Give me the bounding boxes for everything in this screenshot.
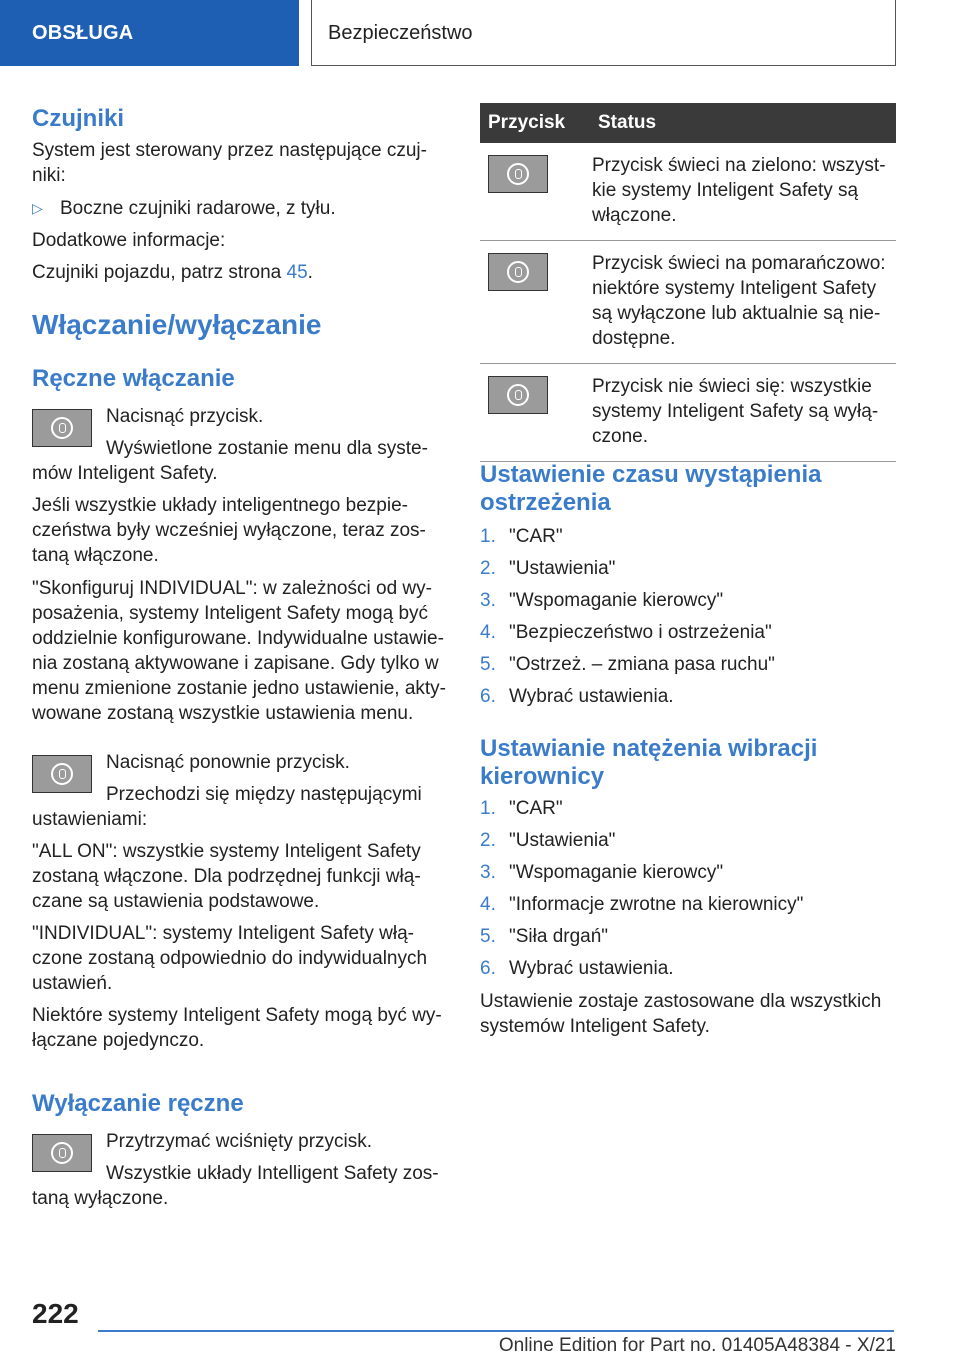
step-item bbox=[480, 857, 896, 889]
step-number: 3. bbox=[480, 590, 496, 611]
step-number: 6. bbox=[480, 686, 496, 707]
manual-on-step2a: Wyświetlone zostanie menu dla syste- bbox=[106, 438, 428, 459]
intelligent-safety-button-icon bbox=[488, 253, 548, 291]
triangle-right-icon: ▷ bbox=[32, 200, 43, 216]
status-cell: Przycisk nie świeci się: wszystkie systemy Inteligent Safety są wyłą- czone. bbox=[590, 364, 896, 462]
col-header-button: Przycisk bbox=[480, 103, 590, 143]
step-item bbox=[480, 921, 896, 953]
chapter-title: Bezpieczeństwo bbox=[311, 0, 896, 66]
again-step2a: Przechodzi się między następującymi bbox=[106, 784, 422, 805]
status-cell: Przycisk świeci na pomarańczowo: niektóre systemy Inteligent Safety są wyłączone lub aktualnie są nie- dostępne. bbox=[590, 241, 896, 364]
step-number: 1. bbox=[480, 526, 496, 547]
manual-on-step2b: mów Inteligent Safety. bbox=[32, 463, 218, 484]
ref-text: Czujniki pojazdu, patrz strona bbox=[32, 262, 287, 283]
intelligent-safety-button-icon bbox=[32, 409, 92, 447]
manual-on-heading: Ręczne włączanie bbox=[32, 365, 235, 392]
bullet-text: Boczne czujniki radarowe, z tyłu. bbox=[60, 198, 336, 219]
step-item bbox=[480, 617, 896, 649]
table-row bbox=[480, 364, 896, 462]
step-number: 5. bbox=[480, 926, 496, 947]
step-number: 4. bbox=[480, 622, 496, 643]
step-number: 3. bbox=[480, 862, 496, 883]
intelligent-safety-button-icon bbox=[488, 155, 548, 193]
sensors-bullet bbox=[32, 196, 460, 221]
step-text: "Wspomaganie kierowcy" bbox=[509, 862, 724, 883]
step-item bbox=[480, 953, 896, 985]
sensors-ref bbox=[32, 260, 313, 285]
ref-end: . bbox=[307, 262, 313, 283]
again-para5: Niektóre systemy Inteligent Safety mogą być wy- łączane pojedynczo. bbox=[32, 1005, 442, 1051]
onoff-heading: Włączanie/wyłączanie bbox=[32, 309, 322, 340]
status-table bbox=[480, 103, 896, 462]
step-text: "Bezpieczeństwo i ostrzeżenia" bbox=[509, 622, 772, 643]
step-text: "Informacje zwrotne na kierownicy" bbox=[509, 894, 804, 915]
section-tab: OBSŁUGA bbox=[0, 0, 299, 66]
step-text: "Wspomaganie kierowcy" bbox=[509, 590, 724, 611]
step-item bbox=[480, 793, 896, 825]
right-column bbox=[480, 103, 896, 1037]
page-link[interactable]: 45 bbox=[286, 262, 308, 283]
step-item bbox=[480, 825, 896, 857]
again-step2b: ustawieniami: bbox=[32, 809, 148, 830]
step-number: 2. bbox=[480, 558, 496, 579]
sensors-paragraph: System jest sterowany przez następujące czuj- niki: bbox=[32, 140, 427, 186]
step-text: "Siła drgań" bbox=[509, 926, 609, 947]
step-text: Wybrać ustawienia. bbox=[509, 686, 674, 707]
again-step1: Nacisnąć ponownie przycisk. bbox=[106, 752, 350, 773]
warning-time-steps bbox=[480, 521, 896, 713]
step-number: 6. bbox=[480, 958, 496, 979]
manual-on-step1: Nacisnąć przycisk. bbox=[106, 406, 264, 427]
step-item bbox=[480, 681, 896, 713]
step-number: 4. bbox=[480, 894, 496, 915]
col-header-status: Status bbox=[590, 103, 896, 143]
table-row bbox=[480, 143, 896, 241]
again-para4: "INDIVIDUAL": systemy Inteligent Safety włą- czone zostaną odpowiednio do indywidualnych ustawień. bbox=[32, 923, 428, 994]
step-number: 1. bbox=[480, 798, 496, 819]
step-item bbox=[480, 585, 896, 617]
manual-off-step1: Przytrzymać wciśnięty przycisk. bbox=[106, 1131, 373, 1152]
step-item bbox=[480, 553, 896, 585]
step-item bbox=[480, 649, 896, 681]
step-text: Wybrać ustawienia. bbox=[509, 958, 674, 979]
vibration-steps bbox=[480, 793, 896, 985]
status-cell: Przycisk świeci na zielono: wszyst- kie systemy Inteligent Safety są włączone. bbox=[590, 143, 896, 241]
closing-paragraph: Ustawienie zostaje zastosowane dla wszystkich systemów Inteligent Safety. bbox=[480, 991, 882, 1037]
manual-off-heading: Wyłączanie ręczne bbox=[32, 1090, 244, 1117]
step-item bbox=[480, 521, 896, 553]
sensors-more-info: Dodatkowe informacje: bbox=[32, 230, 226, 251]
manual-off-step2b: taną wyłączone. bbox=[32, 1188, 169, 1209]
footer-divider bbox=[98, 1330, 894, 1332]
intelligent-safety-button-icon bbox=[32, 755, 92, 793]
intelligent-safety-button-icon bbox=[488, 376, 548, 414]
step-item bbox=[480, 889, 896, 921]
sensors-heading: Czujniki bbox=[32, 105, 125, 132]
step-text: "Ustawienia" bbox=[509, 830, 616, 851]
manual-on-para3: Jeśli wszystkie układy inteligentnego bezpie- czeństwa były wcześniej wyłączone, teraz zos- taną włączone. bbox=[32, 495, 426, 566]
table-row bbox=[480, 241, 896, 364]
vibration-heading: Ustawianie natężenia wibracji kierownicy bbox=[480, 735, 818, 790]
manual-off-step2a: Wszystkie układy Intelligent Safety zos- bbox=[106, 1163, 439, 1184]
intelligent-safety-button-icon bbox=[32, 1134, 92, 1172]
edition-footer: Online Edition for Part no. 01405A48384 - X/21 bbox=[498, 1335, 896, 1356]
step-text: "CAR" bbox=[509, 526, 563, 547]
page-number: 222 bbox=[32, 1298, 79, 1329]
step-text: "CAR" bbox=[509, 798, 563, 819]
step-text: "Ustawienia" bbox=[509, 558, 616, 579]
warning-time-heading: Ustawienie czasu wystąpienia ostrzeżenia bbox=[480, 461, 822, 516]
step-text: "Ostrzeż. – zmiana pasa ruchu" bbox=[509, 654, 775, 675]
step-number: 5. bbox=[480, 654, 496, 675]
manual-on-para4: "Skonfiguruj INDIVIDUAL": w zależności od wy- posażenia, systemy Inteligent Safety mogą być oddzielnie konfigurowane. Indywidualne ustawie- nia zostaną aktywowane i zapisane. Gdy tylko w menu zmienione zostanie jedno ustawienie, akty- wowane zostaną wszystkie ustawienia menu. bbox=[32, 578, 447, 724]
again-para3: "ALL ON": wszystkie systemy Inteligent Safety zostaną włączone. Dla podrzędnej funkcji włą- czane są ustawienia podstawowe. bbox=[32, 841, 421, 912]
step-number: 2. bbox=[480, 830, 496, 851]
